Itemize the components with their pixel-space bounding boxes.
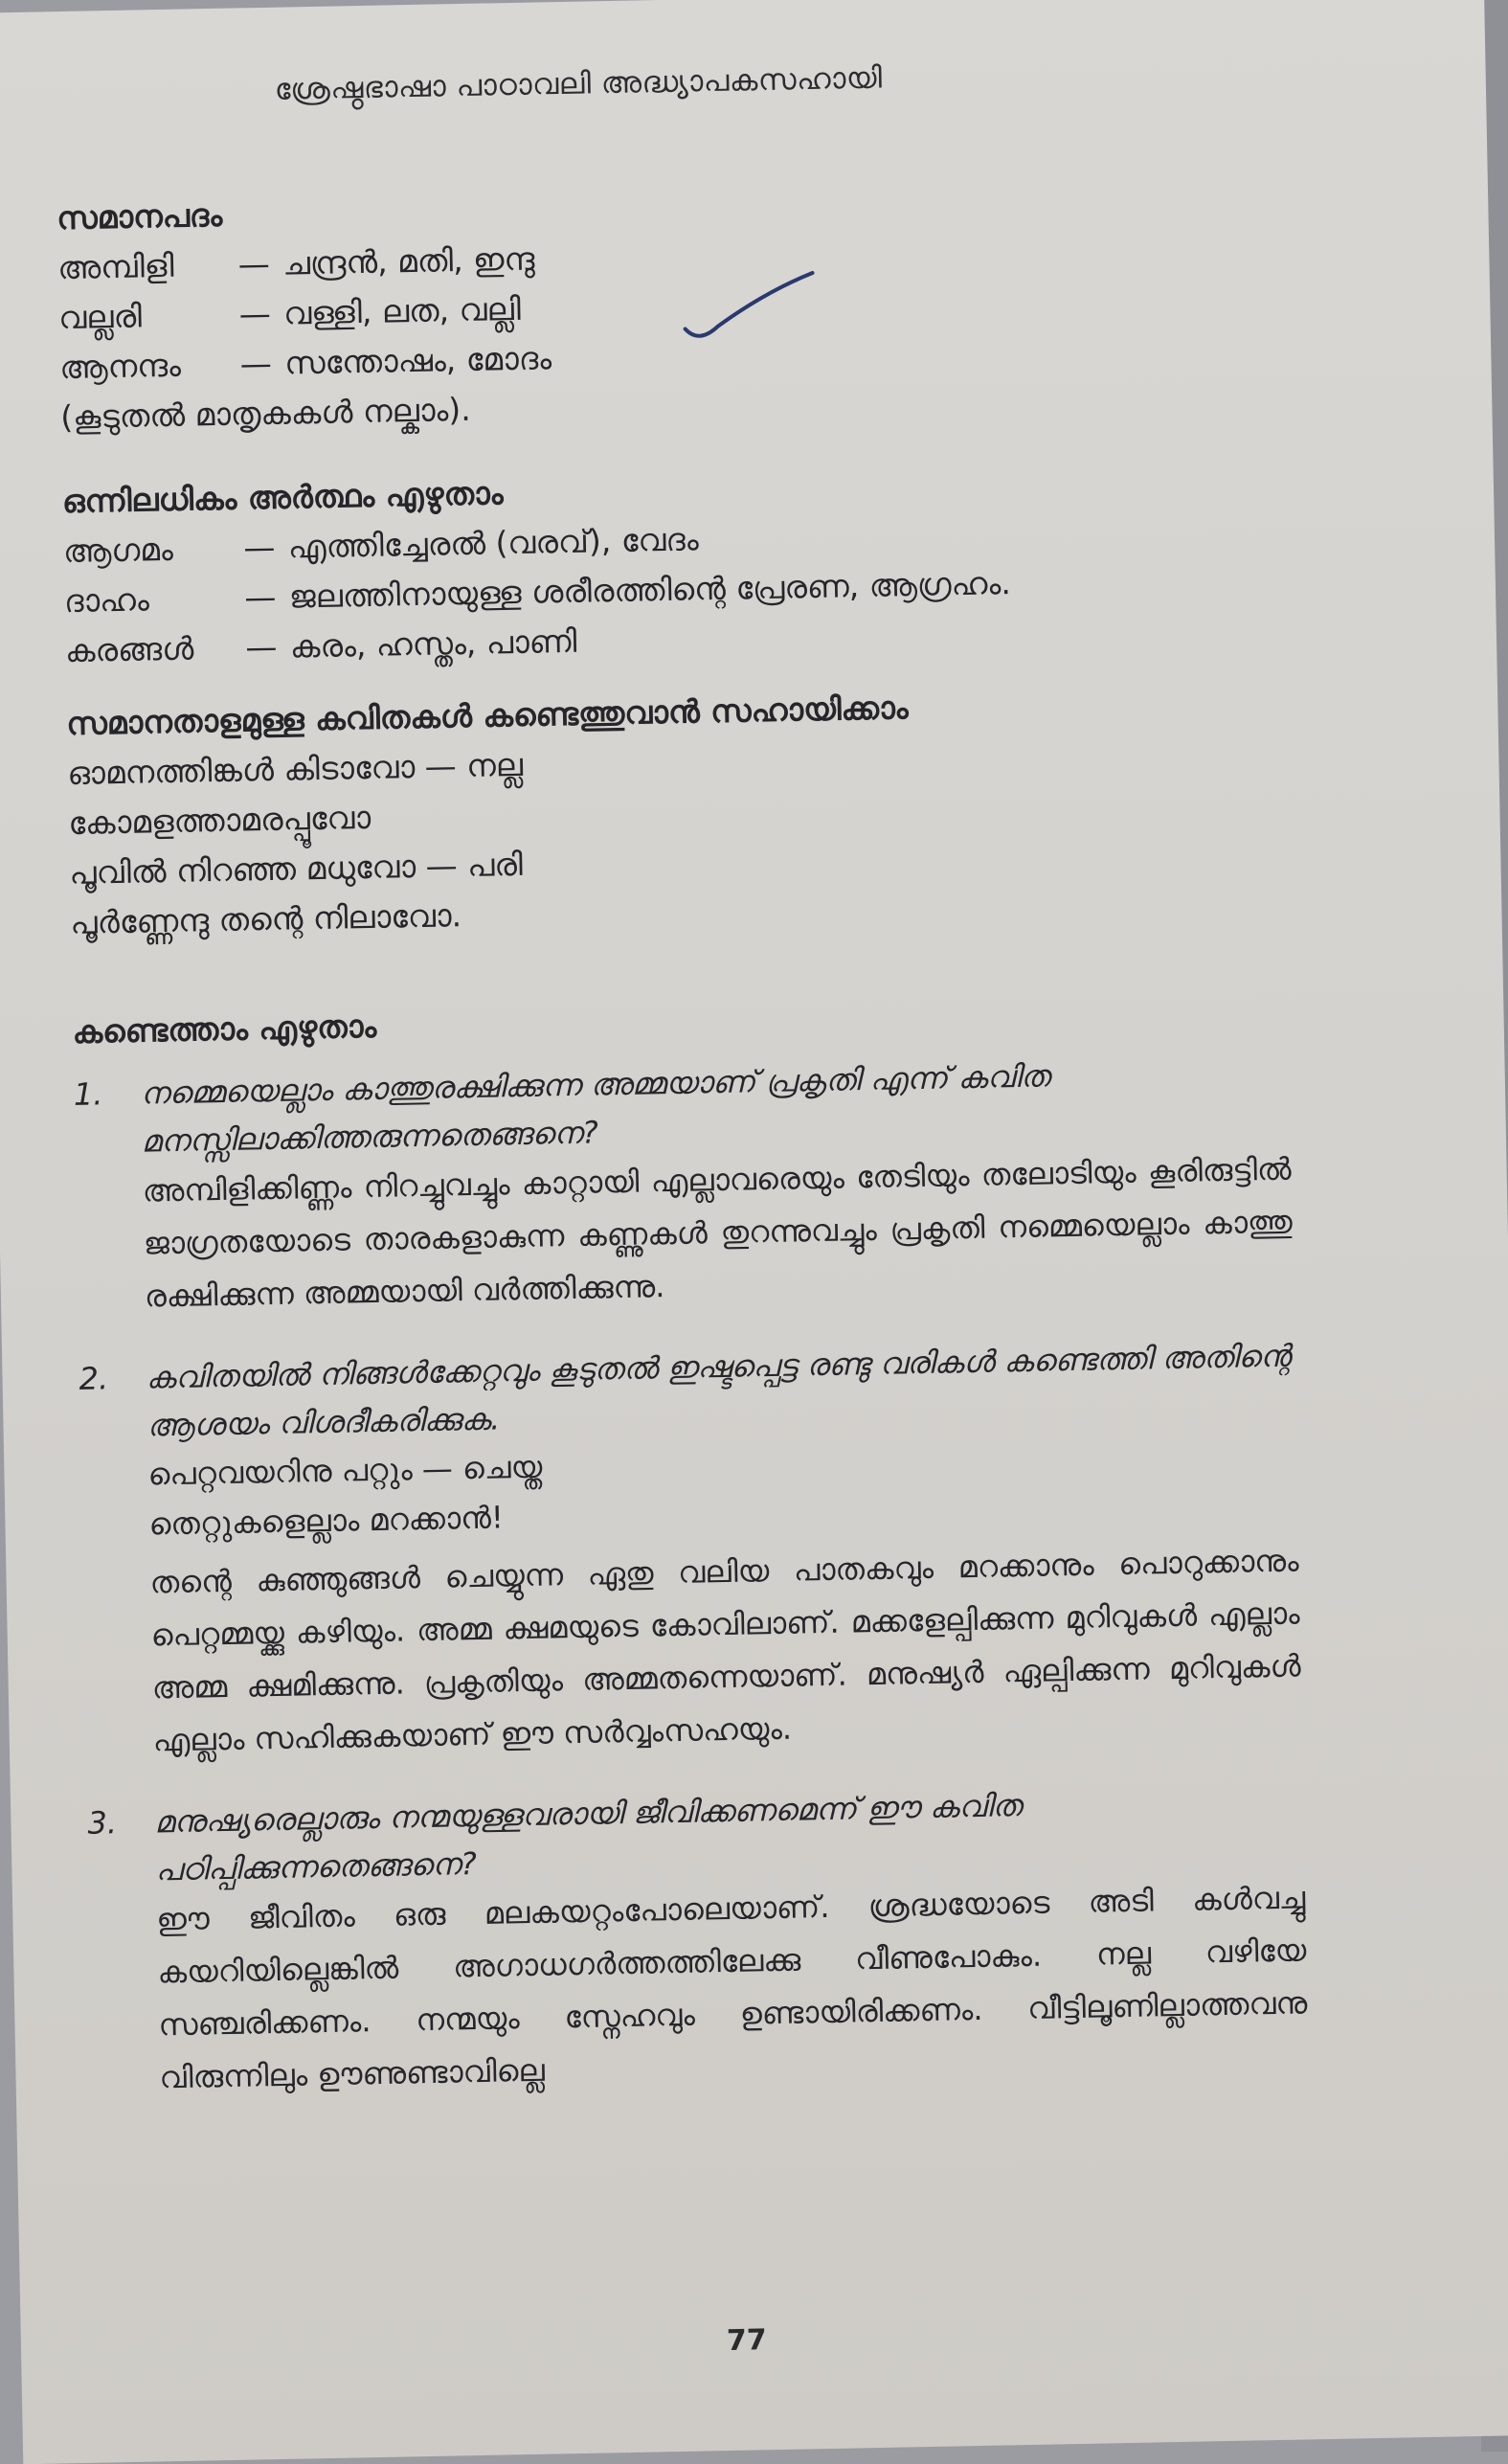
note: (കൂടുതൽ മാതൃകകൾ നല്കാം). bbox=[59, 390, 471, 437]
answer-text: തന്റെ കുഞ്ഞുങ്ങൾ ചെയ്യുന്ന ഏതു വലിയ പാതകവും മറക്കാനും പൊറുക്കാനും പെറ്റമ്മയ്ക്കു കഴിയും. അമ്മ ക്ഷമയുടെ കോവിലാണ്. മക്കളേല്പിക്കുന്ന മുറിവുകൾ എല്ലാം അമ്മ ക്ഷമിക്കുന്നു. പ്രകൃതിയും അമ്മതന്നെയാണ്. മനുഷ്യർ ഏല്പിക്കുന്ന മുറിവുകൾ എല്ലാം സഹിക്കുകയാണ് ഈ സർവ്വംസഹയും. bbox=[149, 1542, 1301, 1759]
answer-text: അമ്പിളിക്കിണ്ണം നിറച്ചുവച്ചും കാറ്റായി എല്ലാവരെയും തേടിയും തലോടിയും കൂരിരുട്ടിൽ ജാഗ്രതയോടെ താരകളാകുന്ന കണ്ണുകൾ തുറന്നുവച്ചും പ്രകൃതി നമ്മെയെല്ലാം കാത്തു രക്ഷിക്കുന്ന അമ്മയായി വർത്തിക്കുന്നു. bbox=[142, 1150, 1294, 1315]
question-block bbox=[79, 1332, 1302, 1769]
question-text: കവിതയിൽ നിങ്ങൾക്കേറ്റവും കൂടുതൽ ഇഷ്ടപ്പെട്ട രണ്ടു വരികൾ കണ്ടെത്തി അതിന്റെ ആശയം വിശദീകരിക്കുക. bbox=[146, 1337, 1292, 1444]
answer-text: ഈ ജീവിതം ഒരു മലകയറ്റംപോലെയാണ്. ശ്രദ്ധയോടെ അടി കൾവച്ചു കയറിയില്ലെങ്കിൽ അഗാധഗർത്തത്തിലേക്കു വീണുപോകും. നല്ല വഴിയേ സഞ്ചരിക്കണം. നന്മയും സ്നേഹവും ഉണ്ടായിരിക്കണം. വീട്ടിലൂണില്ലാത്തവനു വിരുന്നിലും ഊണുണ്ടാവില്ലെ bbox=[156, 1879, 1308, 2096]
page-number: 77 bbox=[726, 2323, 768, 2359]
poem-line: പൂവിൽ നിറഞ്ഞ മധുവോ — പരി bbox=[69, 845, 524, 892]
section-heading: കണ്ടെത്താം എഴുതാം bbox=[72, 1006, 377, 1051]
dash: — bbox=[245, 627, 278, 667]
poem-line: കോമളത്താമരപ്പൂവോ bbox=[68, 798, 371, 842]
dash: — bbox=[237, 244, 271, 283]
question-block bbox=[73, 1048, 1294, 1324]
quoted-line: തെറ്റുകളെല്ലാം മറക്കാൻ! bbox=[148, 1499, 505, 1543]
poem-line: പൂർണ്ണേന്ദു തന്റെ നിലാവോ. bbox=[70, 896, 462, 941]
dash: — bbox=[243, 528, 276, 567]
question-block bbox=[87, 1775, 1309, 2105]
quoted-line: പെറ്റവയറിനു പറ്റും — ചെയ്ത bbox=[147, 1448, 543, 1493]
meanings: സന്തോഷം, മോദം bbox=[283, 339, 552, 382]
rhythm-section bbox=[66, 675, 1316, 948]
section-heading: സമാനപദം bbox=[56, 195, 223, 237]
word: വല്ലരി bbox=[57, 297, 143, 337]
meanings: ചന്ദ്രൻ, മതി, ഇന്ദു bbox=[281, 239, 535, 283]
word: കരങ്ങൾ bbox=[64, 629, 194, 670]
question-number: 1. bbox=[73, 1075, 103, 1113]
word: ആഗമം bbox=[62, 530, 174, 571]
question-number: 3. bbox=[87, 1804, 118, 1842]
meanings: വള്ളി, ലത, വല്ലി bbox=[282, 289, 522, 332]
question-text: നമ്മെയെല്ലാം കാത്തുരക്ഷിക്കുന്ന അമ്മയാണ് പ്രകൃതി എന്ന് കവിത മനസ്സിലാക്കിത്തരുന്നതെങ്ങനെ? bbox=[140, 1057, 1050, 1160]
word: ദാഹം bbox=[63, 580, 150, 621]
question-text: മനുഷ്യരെല്ലാരും നന്മയുള്ളവരായി ജീവിക്കണമെന്ന് ഈ കവിത പഠിപ്പിക്കുന്നതെങ്ങനെ? bbox=[154, 1787, 1023, 1888]
word: അമ്പിളി bbox=[56, 246, 174, 287]
multi-meaning-section bbox=[61, 453, 1310, 676]
meanings: എത്തിച്ചേരൽ (വരവ്), വേദം bbox=[287, 520, 699, 566]
meanings: ജലത്തിനായുള്ള ശരീരത്തിന്റെ പ്രേരണ, ആഗ്രഹം. bbox=[288, 564, 1012, 616]
find-write-section bbox=[72, 984, 1309, 2136]
meanings: കരം, ഹസ്തം, പാണി bbox=[289, 622, 577, 666]
dash: — bbox=[238, 294, 272, 333]
question-number: 2. bbox=[79, 1360, 109, 1397]
running-head: ശ്രേഷ്ഠഭാഷാ പാഠാവലി അദ്ധ്യാപകസഹായി bbox=[274, 60, 883, 107]
word: ആനന്ദം bbox=[58, 346, 182, 387]
dash: — bbox=[239, 344, 273, 383]
section-heading: സമാനതാളമുള്ള കവിതകൾ കണ്ടെത്തുവാൻ സഹായിക്കാം bbox=[66, 689, 909, 743]
synonyms-section bbox=[56, 170, 1306, 442]
poem-line: ഓമനത്തിങ്കൾ കിടാവോ — നല്ല bbox=[67, 745, 524, 792]
dash: — bbox=[244, 577, 277, 617]
section-heading: ഒന്നിലധികം അർത്ഥം എഴുതാം bbox=[61, 474, 504, 521]
